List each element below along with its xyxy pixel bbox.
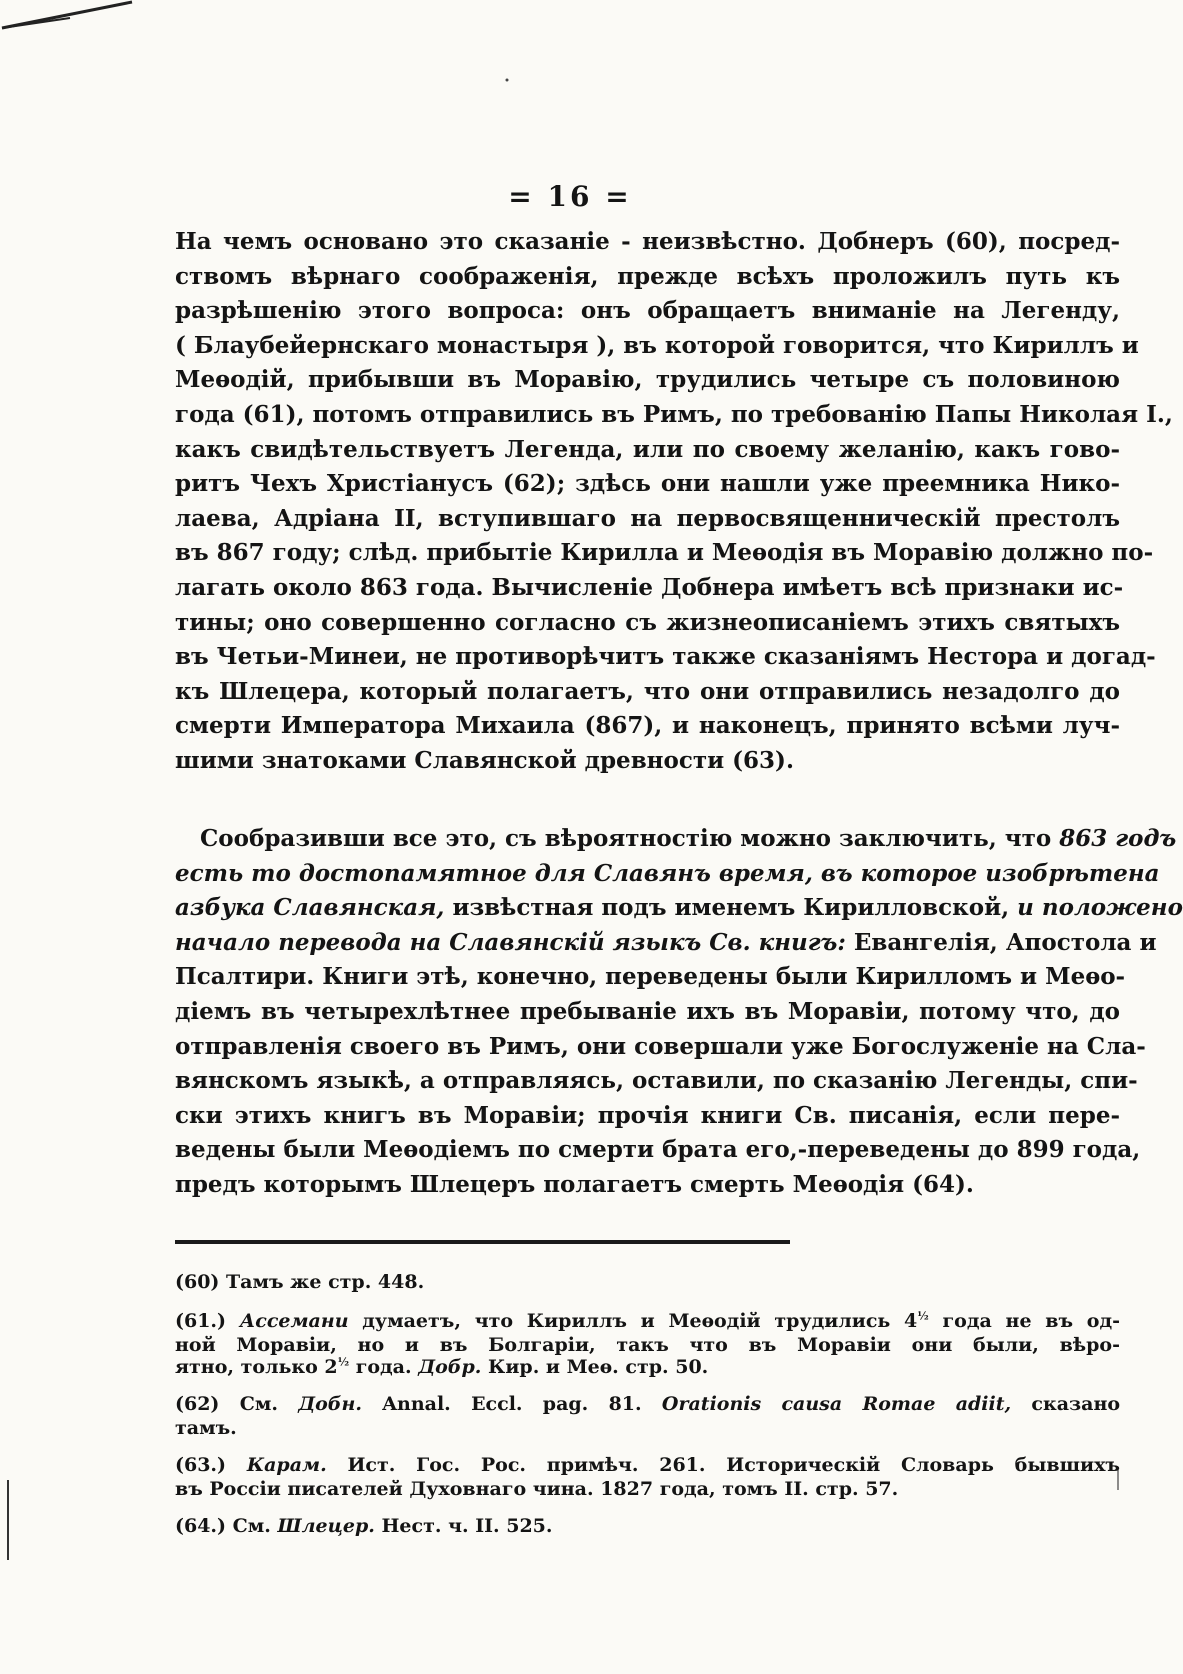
text-line: [175, 926, 1157, 961]
italic-run: Карам.: [246, 1454, 327, 1476]
text-line: отправленія своего въ Римъ, они совершали уже Богослуженіе на Сла-: [175, 1032, 1146, 1060]
footnote-line: ной Моравіи, но и въ Болгаріи, такъ что въ Моравіи они были, вѣро-: [175, 1334, 1120, 1356]
text-run: сказано: [1011, 1393, 1121, 1415]
text-line: въ Четьи-Минеи, не противорѣчитъ также сказаніямъ Нестора и догад-: [175, 643, 1156, 671]
footnote-number: (61.): [175, 1310, 240, 1332]
footnotes: [175, 1270, 1120, 1553]
fraction: ½: [337, 1355, 350, 1369]
text-line: ствомъ вѣрнаго соображенія, прежде всѣхъ проложилъ путь къ: [175, 262, 1120, 290]
text-run: (63.): [175, 1454, 247, 1476]
footnote-line: [175, 1309, 1120, 1334]
footnote-64: [175, 1514, 1120, 1539]
footnote-60: [175, 1270, 1120, 1295]
text-run: ятно, только 2: [175, 1356, 338, 1378]
text-run: Сообразивши все это, съ вѣроятностію можно заключить, что: [200, 825, 1060, 852]
text-line: [175, 891, 1183, 926]
fraction: ½: [917, 1309, 929, 1323]
text-run: Нест. ч. II. 525.: [374, 1515, 553, 1537]
text-line: лаева, Адріана II, вступившаго на первосвященническій престолъ: [175, 504, 1120, 532]
italic-run: Шлецер.: [277, 1515, 375, 1537]
text-line: ски этихъ книгъ въ Моравіи; прочія книги Св. писанія, если пере-: [175, 1101, 1120, 1129]
text-line: Псалтири. Книги этѣ, конечно, переведены были Кирилломъ и Меѳо-: [175, 963, 1126, 991]
text-run: года.: [349, 1356, 419, 1378]
text-line: діемъ въ четырехлѣтнее пребываніе ихъ въ Моравіи, потому что, до: [175, 997, 1120, 1025]
text-run: (64.) См.: [175, 1515, 278, 1537]
text-line: лагать около 863 года. Вычисленіе Добнера имѣетъ всѣ признаки ис-: [175, 573, 1124, 601]
italic-run: 863 годъ: [1059, 825, 1177, 852]
text-run: года не въ од-: [928, 1310, 1121, 1332]
footnote-line: тамъ.: [175, 1417, 237, 1439]
text-line: шими знатоками Славянской древности (63).: [175, 746, 794, 774]
text-line: въ 867 году; слѣд. прибытіе Кирилла и Меѳодія въ Моравію должно по-: [175, 539, 1154, 567]
italic-run: Orationis causa Romae adiit,: [661, 1393, 1012, 1415]
text-line: вянскомъ языкѣ, а отправляясь, оставили, по сказанію Легенды, спи-: [175, 1067, 1138, 1095]
footnote-61: [175, 1309, 1120, 1378]
text-run: Annal. Eccl. pag. 81.: [362, 1393, 662, 1415]
italic-run: азбука Славянская,: [175, 894, 445, 922]
text-line: На чемъ основано это сказаніе - неизвѣстно. Добнеръ (60), посред-: [175, 228, 1120, 255]
text-run: думаетъ, что Кириллъ и Меѳодій трудились 4: [348, 1310, 918, 1332]
paragraph-2: [175, 822, 1183, 1203]
text-line: предъ которымъ Шлецеръ полагаетъ смерть Меѳодія (64).: [175, 1170, 974, 1198]
text-line: есть то достопамятное для Славянъ время, въ которое изобрѣтена: [175, 859, 1160, 887]
footnote-line: [175, 1392, 1120, 1417]
text-line: ( Блаубейернскаго монастыря ), въ которой говорится, что Кириллъ и: [175, 331, 1139, 359]
text-line: тины; оно совершенно согласно съ жизнеописаніемъ этихъ святыхъ: [175, 608, 1120, 636]
page-number: = 16 =: [508, 180, 632, 213]
text-line: года (61), потомъ отправились въ Римъ, по требованію Папы Николая I.,: [175, 400, 1173, 428]
paragraph-1: [175, 225, 1173, 779]
text-run: (62) См.: [175, 1393, 299, 1415]
footnote-62: [175, 1392, 1120, 1439]
footnote-divider: [175, 1240, 790, 1244]
text-run: извѣстная подъ именемъ Кирилловской,: [444, 894, 1018, 922]
text-line: смерти Императора Михаила (867), и наконецъ, принято всѣми луч-: [175, 712, 1120, 740]
footnote-line: [175, 1514, 1120, 1539]
footnote-63: [175, 1453, 1120, 1500]
scan-corner-mark: [0, 0, 140, 40]
text-line: ритъ Чехъ Христіанусъ (62); здѣсь они нашли уже преемника Нико-: [175, 470, 1120, 498]
italic-run: Добн.: [298, 1393, 362, 1415]
text-line: Меѳодій, прибывши въ Моравію, трудились четыре съ половиною: [175, 366, 1120, 394]
footnote-line: [175, 1453, 1120, 1478]
text-line: ведены были Меѳодіемъ по смерти брата его,-переведены до 899 года,: [175, 1136, 1141, 1164]
text-run: Кир. и Меѳ. стр. 50.: [481, 1356, 709, 1378]
text-line: къ Шлецера, который полагаетъ, что они отправились незадолго до: [175, 677, 1120, 705]
italic-run: Добр.: [418, 1356, 482, 1378]
footnote-line: въ Россіи писателей Духовнаго чина. 1827 года, томъ II. стр. 57.: [175, 1478, 899, 1500]
text-run: Ист. Гос. Рос. примѣч. 261. Историческій Словарь бывшихъ: [326, 1454, 1120, 1476]
italic-run: и положено: [1017, 894, 1183, 922]
footnote-line: (60) Тамъ же стр. 448.: [175, 1271, 425, 1293]
text-run: Евангелія, Апостола и: [845, 928, 1157, 956]
footnote-line: [175, 1356, 1120, 1378]
italic-run: начало перевода на Славянскій языкъ Св. книгъ:: [175, 928, 846, 956]
text-line: [175, 822, 1177, 857]
italic-run: Ассемани: [239, 1310, 349, 1332]
text-line: разрѣшенію этого вопроса: онъ обращаетъ вниманіе на Легенду,: [175, 297, 1120, 325]
text-line: какъ свидѣтельствуетъ Легенда, или по своему желанію, какъ гово-: [175, 435, 1120, 463]
